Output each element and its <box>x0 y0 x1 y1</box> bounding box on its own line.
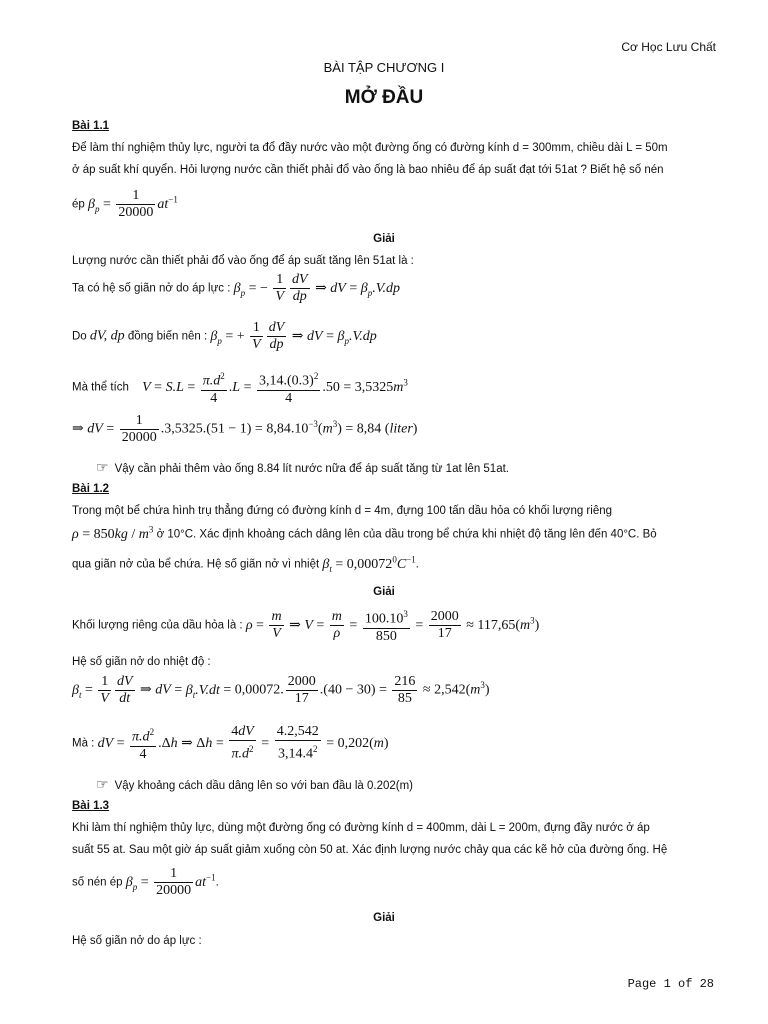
exercise-1-2-thermal-formula: $\beta_t$ = $\frac{1}{V}$ $\frac{dV}{dt}$ ⇒ dV = $\beta_t.V.dt = 0,00072$. $\frac{2000}{17}$ .(40 − 30) = $\frac{216}{85}$ ≈ $2,542(m^3)$ <box>72 674 490 706</box>
exercise-1-2-solution-heading: Giải <box>373 586 395 598</box>
compressibility-formula: $\beta_p$ = $\frac{1}{20000}$ $at^{-1}$ <box>88 188 178 220</box>
ep-label: ép <box>72 198 85 211</box>
exercise-1-1-line-2: ở áp suất khí quyển. Hỏi lượng nước cần thiết phải đổ vào ống là bao nhiêu để áp suất đạt tới 51at ? Biết hệ số nén <box>72 164 664 176</box>
exercise-1-2-conclusion: ☞ Vậy khoảng cách dầu dâng lên so với ban đầu là 0.202(m) <box>96 776 413 792</box>
pointing-hand-icon: ☞ <box>96 459 109 475</box>
exercise-1-3-statement <box>72 817 716 861</box>
exercise-1-1-intro: Lượng nước cần thiết phải đổ vào ống để áp suất tăng lên 51at là : <box>72 255 414 267</box>
exercise-1-3-line-2: suất 55 at. Sau một giờ áp suất giảm xuống còn 50 at. Xác định lượng nước chảy qua các kẽ hở của đường ống. Hệ <box>72 844 668 856</box>
exercise-1-3-line-3: số nén ép $\beta_p$ = $\frac{1}{20000}$ $at^{-1}$. <box>72 866 219 898</box>
exercise-1-1-step-3: Mà thể tích V = S.L = $\frac{\pi.d^2}{4}$ .L = $\frac{3,14.(0.3)^2}{4}$ $.50 = 3,5325m^3$ <box>72 368 408 407</box>
exercise-1-1-result: ⇒ dV = $\frac{1}{20000}$ $.3,5325.(51 - 1) = 8,84.10^{-3}(m^3) = 8,84$ (liter) <box>72 413 418 445</box>
chapter-title: BÀI TẬP CHƯƠNG I <box>323 60 445 75</box>
document-subject-header: Cơ Học Lưu Chất <box>621 40 716 54</box>
exercise-1-2-line-3: qua giãn nở của bể chứa. Hệ số giãn nở vì nhiệt $\beta_t = 0,00072^0C^{-1}$. <box>72 554 419 574</box>
exercise-1-1-heading: Bài 1.1 <box>72 120 110 132</box>
exercise-1-3-heading: Bài 1.3 <box>72 800 110 812</box>
exercise-1-2-thermal-label: Hệ số giãn nở do nhiệt độ : <box>72 656 211 668</box>
exercise-1-2-line-2: $\rho = 850kg / m^3$ ở 10°C. Xác định khoảng cách dâng lên của dầu trong bể chứa khi nhiệt độ tăng lên đến 40°C. Bỏ <box>72 524 657 542</box>
pointing-hand-icon: ☞ <box>96 776 109 792</box>
exercise-1-3-line-1: Khi làm thí nghiệm thủy lực, dùng một đường ống có đường kính d = 400mm, dài L = 200m, đựng đầy nước ở áp <box>72 822 650 834</box>
exercise-1-1-step-1: Ta có hệ số giãn nở do áp lực : $\beta_p$ = − $\frac{1}{V}$ $\frac{dV}{dp}$ ⇒ dV = $\beta_p.V.dp$ <box>72 272 400 304</box>
exercise-1-1-compressibility <box>72 188 178 221</box>
exercise-1-3-last-line: Hệ số giãn nở do áp lực : <box>72 935 202 947</box>
exercise-1-1-line-1: Để làm thí nghiệm thủy lực, người ta đổ đầy nước vào một đường ống có đường kính d = 300mm, chiều dài L = 50m <box>72 142 668 154</box>
page-number: Page 1 of 28 <box>627 977 714 991</box>
exercise-1-1-statement <box>72 137 716 181</box>
exercise-1-3-solution-heading: Giải <box>373 912 395 924</box>
exercise-1-1-conclusion: ☞ Vậy cần phải thêm vào ống 8.84 lít nước nữa để áp suất tăng từ 1at lên 51at. <box>96 459 509 475</box>
page-title: MỞ ĐẦU <box>344 87 424 108</box>
exercise-1-2-heading: Bài 1.2 <box>72 483 110 495</box>
exercise-1-2-density: Khối lượng riêng của dầu hỏa là : ρ = $\frac{m}{V}$ ⇒ V = $\frac{m}{\rho}$ = $\frac{100.10^3}{850}$ = $\frac{2000}{17}$ ≈ $117,65(m^3)$ <box>72 606 539 645</box>
exercise-1-1-solution-heading: Giải <box>373 233 395 245</box>
exercise-1-2-height: Mà : dV = $\frac{\pi.d^2}{4}$ .Δh ⇒ Δh = $\frac{4dV}{\pi.d^2}$ = $\frac{4.2,542}{3,14.4^2}$ = 0,202(m) <box>72 724 389 762</box>
exercise-1-2-line-1: Trong một bể chứa hình trụ thẳng đứng có đường kính d = 4m, đựng 100 tấn dầu hỏa có khối lượng riêng <box>72 505 613 517</box>
exercise-1-1-step-2: Do dV, dp đồng biến nên : $\beta_p$ = + $\frac{1}{V}$ $\frac{dV}{dp}$ ⇒ dV = $\beta_p.V.dp$ <box>72 320 377 352</box>
